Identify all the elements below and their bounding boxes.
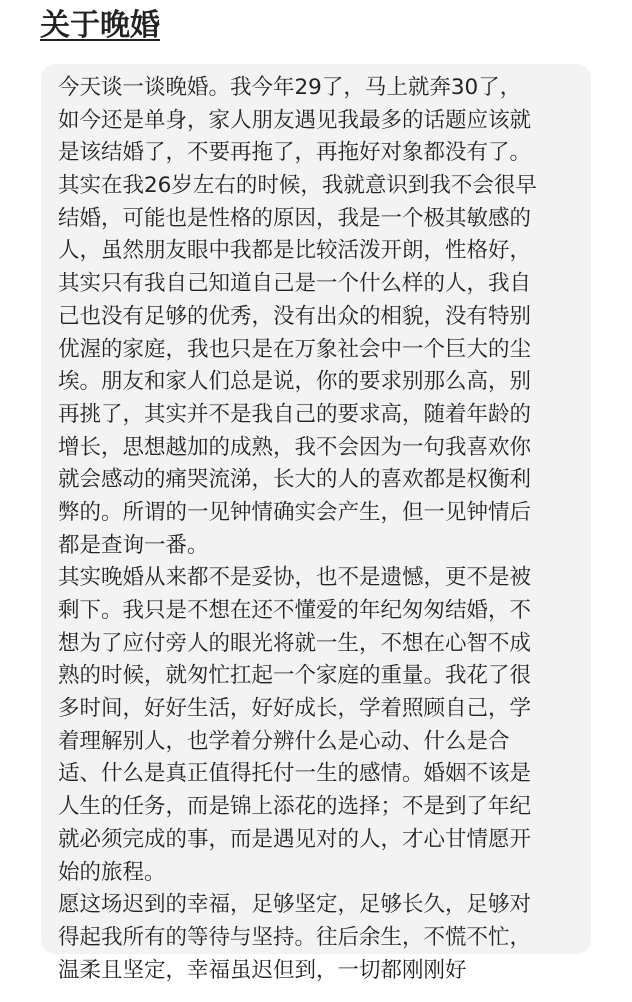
text-line: 就会感动的痛哭流涕，长大的人的喜欢都是权衡利 <box>58 467 532 493</box>
text-line: 着理解别人，也学着分辨什么是心动、什么是合 <box>58 728 510 754</box>
text-line: 埃。朋友和家人们总是说，你的要求别那么高，别 <box>58 369 532 395</box>
text-line: 如今还是单身，家人朋友遇见我最多的话题应该就 <box>58 107 532 133</box>
text-line: 愿这场迟到的幸福，足够坚定，足够长久，足够对 <box>58 892 532 918</box>
text-line: 始的旅程。 <box>58 859 166 885</box>
text-line: 适、什么是真正值得托付一生的感情。婚姻不该是 <box>58 761 532 787</box>
text-line: 其实晚婚从来都不是妥协，也不是遗憾，更不是被 <box>58 565 532 591</box>
text-line: 都是查询一番。 <box>58 532 209 558</box>
text-line: 再挑了，其实并不是我自己的要求高，随着年龄的 <box>58 401 532 427</box>
text-line: 结婚，可能也是性格的原因，我是一个极其敏感的 <box>58 205 532 231</box>
text-line: 今天谈一谈晚婚。我今年29了，马上就奔30了， <box>58 75 522 100</box>
text-line: 优渥的家庭，我也只是在万象社会中一个巨大的尘 <box>58 336 532 362</box>
text-line: 己也没有足够的优秀，没有出众的相貌，没有特别 <box>58 303 532 329</box>
text-line: 其实只有我自己知道自己是一个什么样的人，我自 <box>58 271 532 297</box>
text-line: 增长，思想越加的成熟，我不会因为一句我喜欢你 <box>58 434 532 460</box>
text-line: 熟的时候，就匆忙扛起一个家庭的重量。我花了很 <box>58 663 532 689</box>
text-card <box>41 64 591 983</box>
text-line: 剩下。我只是不想在还不懂爱的年纪匆匆结婚，不 <box>58 598 532 623</box>
text-line: 是该结婚了，不要再拖了，再拖好对象都没有了。 <box>58 140 532 166</box>
text-line: 多时间，好好生活，好好成长，学着照顾自己，学 <box>58 696 532 722</box>
text-line: 其实在我26岁左右的时候，我就意识到我不会很早 <box>58 173 537 199</box>
text-line: 人生的任务，而是锦上添花的选择；不是到了年纪 <box>58 794 532 820</box>
text-line: 得起我所有的等待与坚持。往后余生，不慌不忙， <box>58 924 532 950</box>
text-line: 就必须完成的事，而是遇见对的人，才心甘情愿开 <box>58 826 532 852</box>
text-line: 弊的。所谓的一见钟情确实会产生，但一见钟情后 <box>58 499 532 525</box>
text-line: 想为了应付旁人的眼光将就一生，不想在心智不成 <box>58 630 532 656</box>
text-line: 人，虽然朋友眼中我都是比较活泼开朗，性格好， <box>58 238 532 264</box>
post-title: 关于晚婚 <box>40 8 160 43</box>
text-line: 温柔且坚定，幸福虽迟但到，一切都刚刚好 <box>58 957 467 983</box>
